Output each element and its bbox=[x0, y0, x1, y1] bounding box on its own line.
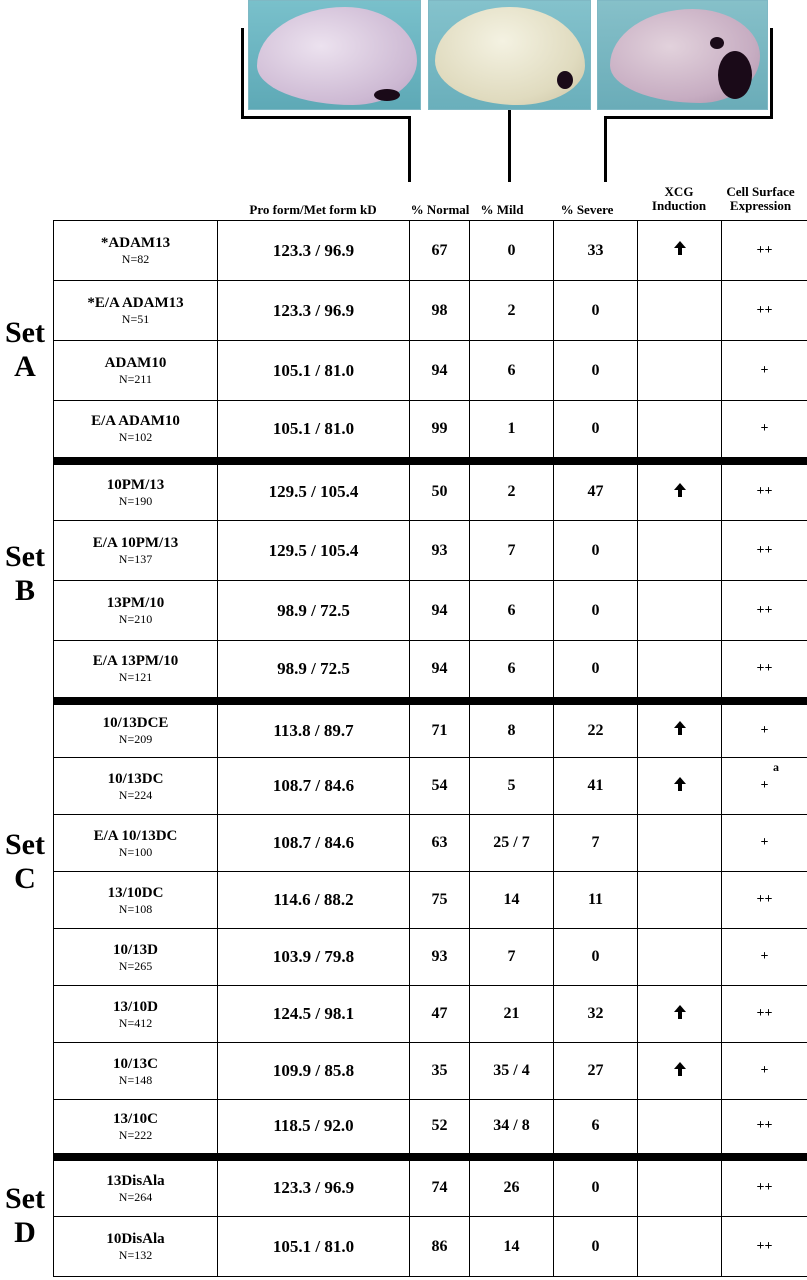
construct-name-cell bbox=[54, 1157, 218, 1217]
expression-level: + bbox=[760, 420, 769, 436]
set-a-letter: A bbox=[14, 350, 36, 383]
set-b-letter: B bbox=[14, 574, 35, 607]
normal-percent-cell: 74 bbox=[410, 1157, 470, 1217]
table-row bbox=[54, 1100, 807, 1157]
cell-surface-expression-cell bbox=[722, 929, 807, 986]
construct-name-cell bbox=[54, 758, 218, 815]
mild-percent-cell: 0 bbox=[470, 221, 554, 281]
construct-name-cell bbox=[54, 341, 218, 401]
sample-size: N=100 bbox=[118, 844, 153, 859]
construct-name: E/A 10PM/13 bbox=[92, 535, 179, 551]
xcg-induction-cell bbox=[638, 1157, 722, 1217]
construct-name: E/A 10/13DC bbox=[93, 827, 178, 844]
severe-percent-cell: 0 bbox=[554, 929, 638, 986]
cell-surface-expression-cell bbox=[722, 461, 807, 521]
set-c-letter: C bbox=[14, 862, 36, 895]
pro-met-kd-cell: 118.5 / 92.0 bbox=[218, 1100, 410, 1157]
set-a-label bbox=[0, 316, 50, 384]
expression-level: ++ bbox=[756, 1118, 773, 1134]
mild-percent-cell: 2 bbox=[470, 281, 554, 341]
results-table bbox=[53, 220, 807, 1277]
up-arrow-icon bbox=[674, 1005, 686, 1019]
up-arrow-icon bbox=[674, 241, 686, 255]
pro-met-kd-cell: 105.1 / 81.0 bbox=[218, 401, 410, 461]
construct-name-cell bbox=[54, 815, 218, 872]
mild-percent-cell: 7 bbox=[470, 521, 554, 581]
sample-size: N=132 bbox=[118, 1248, 153, 1262]
pro-met-kd-cell: 113.8 / 89.7 bbox=[218, 701, 410, 758]
construct-name-cell bbox=[54, 701, 218, 758]
mild-percent-cell: 5 bbox=[470, 758, 554, 815]
xcg-induction-cell bbox=[638, 581, 722, 641]
severe-percent-cell: 0 bbox=[554, 341, 638, 401]
normal-percent-cell: 86 bbox=[410, 1217, 470, 1277]
severe-percent-cell: 47 bbox=[554, 461, 638, 521]
pro-met-kd-cell: 108.7 / 84.6 bbox=[218, 815, 410, 872]
construct-name: 13/10C bbox=[113, 1110, 158, 1127]
mild-percent-cell: 26 bbox=[470, 1157, 554, 1217]
normal-percent-cell: 71 bbox=[410, 701, 470, 758]
pro-met-kd-cell: 123.3 / 96.9 bbox=[218, 1157, 410, 1217]
bracket-severe-drop bbox=[604, 116, 607, 182]
normal-percent-cell: 93 bbox=[410, 521, 470, 581]
severe-percent-cell: 0 bbox=[554, 1217, 638, 1277]
table-row bbox=[54, 581, 807, 641]
bracket-right-vertical bbox=[770, 28, 773, 118]
construct-name-cell bbox=[54, 929, 218, 986]
set-c-word: Set bbox=[5, 828, 45, 861]
expression-level: ++ bbox=[756, 542, 773, 558]
normal-percent-cell: 93 bbox=[410, 929, 470, 986]
xcg-induction-cell bbox=[638, 401, 722, 461]
construct-name-cell bbox=[54, 986, 218, 1043]
table-row bbox=[54, 1217, 807, 1277]
expression-level: ++ bbox=[756, 484, 773, 500]
construct-name-cell bbox=[54, 641, 218, 701]
construct-name-cell bbox=[54, 461, 218, 521]
up-arrow-icon bbox=[674, 1062, 686, 1076]
construct-name: ADAM10 bbox=[104, 355, 167, 371]
pro-met-kd-cell: 114.6 / 88.2 bbox=[218, 872, 410, 929]
mild-percent-cell: 14 bbox=[470, 1217, 554, 1277]
bracket-mild-drop bbox=[508, 110, 511, 182]
xcg-induction-cell bbox=[638, 872, 722, 929]
normal-embryo-photo bbox=[248, 0, 421, 110]
sample-size: N=148 bbox=[118, 1072, 153, 1087]
expression-level: ++ bbox=[756, 660, 773, 676]
sample-size: N=209 bbox=[118, 732, 153, 747]
table-row bbox=[54, 341, 807, 401]
pro-met-kd-cell: 124.5 / 98.1 bbox=[218, 986, 410, 1043]
table-row bbox=[54, 986, 807, 1043]
expression-level: ++ bbox=[756, 302, 773, 318]
header-pro-met: Pro form/Met form kD bbox=[249, 202, 377, 217]
sample-size: N=210 bbox=[118, 612, 153, 626]
normal-percent-cell: 94 bbox=[410, 341, 470, 401]
mild-percent-cell: 6 bbox=[470, 341, 554, 401]
set-d-letter: D bbox=[14, 1216, 36, 1249]
severe-percent-cell: 7 bbox=[554, 815, 638, 872]
pro-met-kd-cell: 98.9 / 72.5 bbox=[218, 581, 410, 641]
severe-percent-cell: 6 bbox=[554, 1100, 638, 1157]
cell-surface-expression-cell bbox=[722, 1217, 807, 1277]
expression-level: + bbox=[760, 362, 769, 378]
pro-met-kd-cell: 123.3 / 96.9 bbox=[218, 281, 410, 341]
expression-level: ++ bbox=[756, 602, 773, 618]
normal-percent-cell: 99 bbox=[410, 401, 470, 461]
severe-percent-cell: 0 bbox=[554, 281, 638, 341]
mild-percent-cell: 25 / 7 bbox=[470, 815, 554, 872]
table-row bbox=[54, 929, 807, 986]
sample-size: N=82 bbox=[121, 252, 150, 266]
set-d-word: Set bbox=[5, 1182, 45, 1215]
mild-percent-cell: 21 bbox=[470, 986, 554, 1043]
xcg-induction-cell bbox=[638, 521, 722, 581]
table-row bbox=[54, 221, 807, 281]
cell-surface-expression-cell bbox=[722, 521, 807, 581]
cell-surface-expression-cell bbox=[722, 986, 807, 1043]
construct-name: 13PM/10 bbox=[106, 595, 165, 611]
header-cell-surface-expression bbox=[714, 185, 807, 213]
construct-name: 13DisAla bbox=[106, 1172, 165, 1189]
sample-size: N=51 bbox=[121, 312, 150, 326]
pro-met-kd-cell: 105.1 / 81.0 bbox=[218, 341, 410, 401]
normal-percent-cell: 67 bbox=[410, 221, 470, 281]
sample-size: N=412 bbox=[118, 1015, 153, 1030]
normal-percent-cell: 35 bbox=[410, 1043, 470, 1100]
mild-percent-cell: 6 bbox=[470, 641, 554, 701]
construct-name-cell bbox=[54, 872, 218, 929]
table-row bbox=[54, 1043, 807, 1100]
mild-percent-cell: 35 / 4 bbox=[470, 1043, 554, 1100]
results-table-body bbox=[54, 221, 807, 1277]
sample-size: N=121 bbox=[118, 670, 153, 685]
expression-level: + bbox=[760, 949, 769, 964]
construct-name: *ADAM13 bbox=[100, 235, 171, 251]
xcg-induction-cell bbox=[638, 701, 722, 758]
mild-percent-cell: 8 bbox=[470, 701, 554, 758]
pro-met-kd-cell: 109.9 / 85.8 bbox=[218, 1043, 410, 1100]
construct-name-cell bbox=[54, 281, 218, 341]
header-xcg-induction bbox=[636, 185, 722, 213]
header-csx-line1: Cell Surface bbox=[726, 184, 795, 199]
expression-level: ++ bbox=[756, 242, 773, 258]
table-row bbox=[54, 281, 807, 341]
table-row bbox=[54, 521, 807, 581]
normal-percent-cell: 94 bbox=[410, 641, 470, 701]
mild-percent-cell: 2 bbox=[470, 461, 554, 521]
expression-level: + bbox=[760, 778, 769, 793]
severe-pigment-spot-small bbox=[710, 37, 724, 49]
normal-percent-cell: 47 bbox=[410, 986, 470, 1043]
expression-level: ++ bbox=[756, 1180, 773, 1196]
set-c-label bbox=[0, 828, 50, 896]
expression-level: + bbox=[760, 835, 769, 850]
pro-met-kd-cell: 123.3 / 96.9 bbox=[218, 221, 410, 281]
construct-name: 10/13DC bbox=[107, 770, 164, 787]
bracket-normal-drop bbox=[408, 116, 411, 182]
sample-size: N=211 bbox=[119, 372, 152, 386]
xcg-induction-cell bbox=[638, 815, 722, 872]
cell-surface-expression-cell bbox=[722, 221, 807, 281]
sample-size: N=265 bbox=[118, 958, 153, 973]
severe-percent-cell: 33 bbox=[554, 221, 638, 281]
construct-name: 10/13C bbox=[113, 1055, 158, 1072]
expression-level: + bbox=[760, 1063, 769, 1078]
severe-percent-cell: 0 bbox=[554, 521, 638, 581]
sample-size: N=102 bbox=[118, 430, 153, 445]
normal-percent-cell: 94 bbox=[410, 581, 470, 641]
cell-surface-expression-cell bbox=[722, 872, 807, 929]
cell-surface-expression-cell bbox=[722, 1100, 807, 1157]
construct-name: 10PM/13 bbox=[106, 476, 165, 493]
severe-percent-cell: 0 bbox=[554, 401, 638, 461]
mild-percent-cell: 6 bbox=[470, 581, 554, 641]
set-b-label bbox=[0, 540, 50, 608]
pro-met-kd-cell: 105.1 / 81.0 bbox=[218, 1217, 410, 1277]
severe-pigment-spot bbox=[718, 51, 752, 99]
up-arrow-icon bbox=[674, 777, 686, 791]
normal-pigment-spot bbox=[374, 89, 400, 101]
xcg-induction-cell bbox=[638, 986, 722, 1043]
xcg-induction-cell bbox=[638, 221, 722, 281]
table-row bbox=[54, 641, 807, 701]
table-row bbox=[54, 758, 807, 815]
severe-percent-cell: 41 bbox=[554, 758, 638, 815]
header-xcg-line2: Induction bbox=[651, 198, 707, 213]
bracket-right-horizontal bbox=[604, 116, 773, 119]
construct-name: 10/13D bbox=[113, 941, 158, 958]
header-mild: % Mild bbox=[480, 202, 524, 217]
set-b-word: Set bbox=[5, 540, 45, 573]
xcg-induction-cell bbox=[638, 929, 722, 986]
pro-met-kd-cell: 129.5 / 105.4 bbox=[218, 461, 410, 521]
construct-name: 13/10D bbox=[113, 998, 158, 1015]
cell-surface-expression-cell bbox=[722, 758, 807, 815]
header-normal: % Normal bbox=[410, 202, 470, 217]
construct-name: 13/10DC bbox=[107, 884, 164, 901]
sample-size: N=137 bbox=[118, 552, 153, 566]
cell-surface-expression-cell bbox=[722, 401, 807, 461]
xcg-induction-cell bbox=[638, 281, 722, 341]
construct-name: E/A 13PM/10 bbox=[92, 653, 179, 670]
header-xcg-line1: XCG bbox=[664, 184, 694, 199]
mild-percent-cell: 14 bbox=[470, 872, 554, 929]
severe-percent-cell: 0 bbox=[554, 641, 638, 701]
header-csx-line2: Expression bbox=[729, 198, 792, 213]
cell-surface-expression-cell bbox=[722, 281, 807, 341]
xcg-induction-cell bbox=[638, 461, 722, 521]
mild-percent-cell: 34 / 8 bbox=[470, 1100, 554, 1157]
construct-name-cell bbox=[54, 521, 218, 581]
severe-percent-cell: 11 bbox=[554, 872, 638, 929]
construct-name: E/A ADAM10 bbox=[91, 413, 180, 430]
bracket-left-vertical bbox=[241, 28, 244, 118]
sample-size: N=108 bbox=[118, 901, 153, 916]
severe-percent-cell: 0 bbox=[554, 581, 638, 641]
mild-embryo-photo bbox=[428, 0, 591, 110]
construct-name-cell bbox=[54, 401, 218, 461]
cell-surface-expression-cell bbox=[722, 341, 807, 401]
mild-pigment-spot bbox=[557, 71, 573, 89]
cell-surface-expression-cell bbox=[722, 1157, 807, 1217]
up-arrow-icon bbox=[674, 483, 686, 497]
severe-percent-cell: 22 bbox=[554, 701, 638, 758]
pro-met-kd-cell: 98.9 / 72.5 bbox=[218, 641, 410, 701]
normal-percent-cell: 98 bbox=[410, 281, 470, 341]
construct-name: 10DisAla bbox=[106, 1231, 165, 1247]
normal-percent-cell: 50 bbox=[410, 461, 470, 521]
construct-name-cell bbox=[54, 221, 218, 281]
construct-name-cell bbox=[54, 1100, 218, 1157]
construct-name-cell bbox=[54, 1043, 218, 1100]
expression-level: ++ bbox=[756, 892, 773, 907]
xcg-induction-cell bbox=[638, 641, 722, 701]
construct-name-cell bbox=[54, 581, 218, 641]
cell-surface-expression-cell bbox=[722, 1043, 807, 1100]
footnote-marker: a bbox=[773, 760, 779, 774]
xcg-induction-cell bbox=[638, 341, 722, 401]
expression-level: ++ bbox=[756, 1006, 773, 1021]
bracket-left-horizontal bbox=[241, 116, 410, 119]
construct-name-cell bbox=[54, 1217, 218, 1277]
cell-surface-expression-cell bbox=[722, 701, 807, 758]
sample-size: N=222 bbox=[118, 1127, 153, 1142]
expression-level: ++ bbox=[756, 1238, 773, 1254]
pro-met-kd-cell: 103.9 / 79.8 bbox=[218, 929, 410, 986]
mild-percent-cell: 1 bbox=[470, 401, 554, 461]
severe-percent-cell: 32 bbox=[554, 986, 638, 1043]
cell-surface-expression-cell bbox=[722, 581, 807, 641]
normal-percent-cell: 54 bbox=[410, 758, 470, 815]
xcg-induction-cell bbox=[638, 1217, 722, 1277]
mild-percent-cell: 7 bbox=[470, 929, 554, 986]
severe-embryo-photo bbox=[597, 0, 768, 110]
sample-size: N=264 bbox=[118, 1189, 153, 1204]
sample-size: N=190 bbox=[118, 493, 153, 508]
up-arrow-icon bbox=[674, 721, 686, 735]
pro-met-kd-cell: 129.5 / 105.4 bbox=[218, 521, 410, 581]
xcg-induction-cell bbox=[638, 1100, 722, 1157]
set-a-word: Set bbox=[5, 316, 45, 349]
xcg-induction-cell bbox=[638, 758, 722, 815]
normal-percent-cell: 75 bbox=[410, 872, 470, 929]
table-row bbox=[54, 401, 807, 461]
header-severe: % Severe bbox=[560, 202, 614, 217]
cell-surface-expression-cell bbox=[722, 815, 807, 872]
sample-size: N=224 bbox=[118, 787, 153, 802]
table-row bbox=[54, 1157, 807, 1217]
normal-percent-cell: 52 bbox=[410, 1100, 470, 1157]
severe-percent-cell: 0 bbox=[554, 1157, 638, 1217]
normal-percent-cell: 63 bbox=[410, 815, 470, 872]
pro-met-kd-cell: 108.7 / 84.6 bbox=[218, 758, 410, 815]
table-row bbox=[54, 701, 807, 758]
xcg-induction-cell bbox=[638, 1043, 722, 1100]
table-row bbox=[54, 815, 807, 872]
cell-surface-expression-cell bbox=[722, 641, 807, 701]
construct-name: 10/13DCE bbox=[102, 715, 169, 732]
set-d-label bbox=[0, 1182, 50, 1250]
severe-percent-cell: 27 bbox=[554, 1043, 638, 1100]
table-row bbox=[54, 872, 807, 929]
expression-level: + bbox=[760, 722, 769, 738]
construct-name: *E/A ADAM13 bbox=[87, 295, 184, 311]
table-row bbox=[54, 461, 807, 521]
